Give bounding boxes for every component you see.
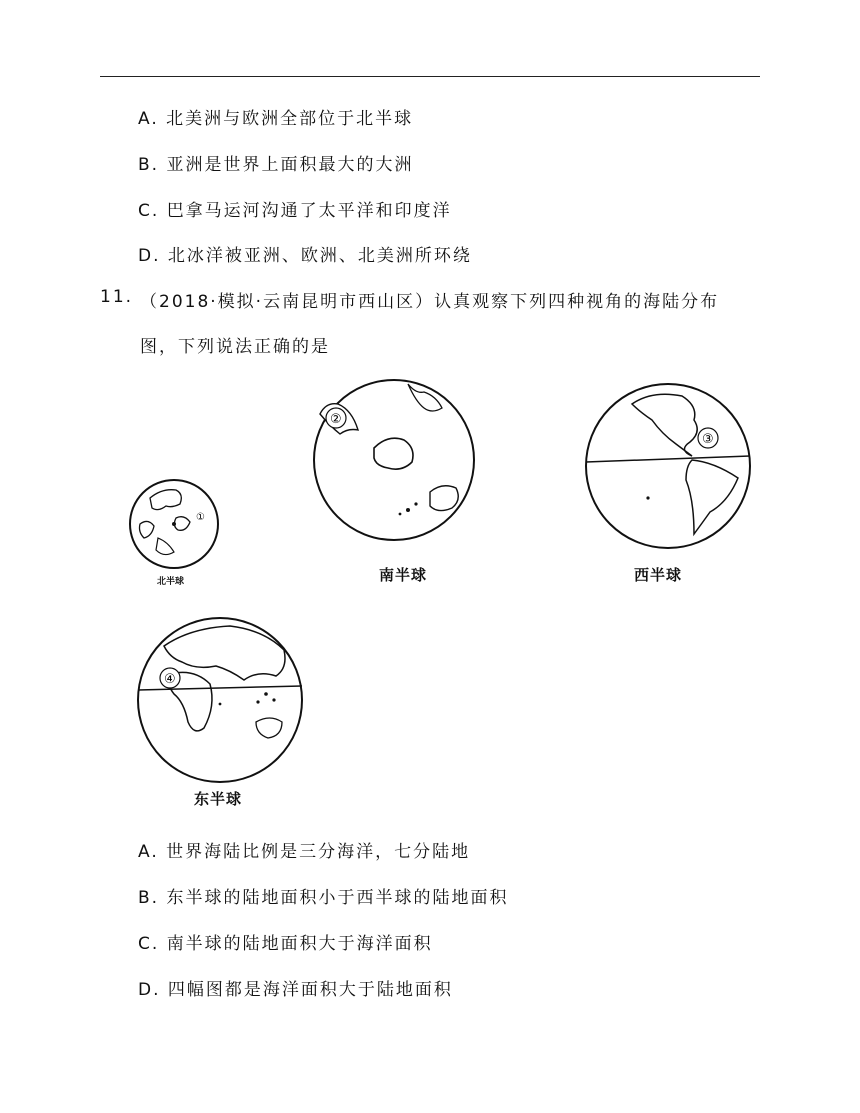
prev-option-c: C. 巴拿马运河沟通了太平洋和印度洋: [138, 201, 452, 221]
question-number: 11.: [100, 287, 134, 307]
question-stem-line2: 图，下列说法正确的是: [140, 337, 330, 357]
marker-3: ③: [702, 432, 714, 447]
prev-option-b: B. 亚洲是世界上面积最大的大洲: [138, 155, 414, 175]
option-c: C. 南半球的陆地面积大于海洋面积: [138, 934, 433, 954]
header-rule: [100, 76, 760, 77]
prev-option-a: A. 北美洲与欧洲全部位于北半球: [138, 109, 414, 129]
caption-eastern: 东半球: [194, 790, 243, 808]
question-stem-line1: （2018·模拟·云南昆明市西山区）认真观察下列四种视角的海陆分布: [140, 292, 720, 312]
caption-northern: 北半球: [157, 577, 185, 587]
eastern-hemisphere-map: [134, 610, 306, 788]
caption-western: 西半球: [634, 566, 683, 584]
option-a: A. 世界海陆比例是三分海洋，七分陆地: [138, 842, 471, 862]
prev-option-d: D. 北冰洋被亚洲、欧洲、北美洲所环绕: [138, 246, 472, 266]
option-d: D. 四幅图都是海洋面积大于陆地面积: [138, 980, 453, 1000]
western-hemisphere-map: [582, 380, 754, 552]
marker-1: ①: [196, 512, 205, 523]
caption-southern: 南半球: [379, 566, 428, 584]
marker-2: ②: [330, 412, 342, 427]
marker-4: ④: [164, 672, 176, 687]
option-b: B. 东半球的陆地面积小于西半球的陆地面积: [138, 888, 509, 908]
northern-hemisphere-map: [128, 478, 220, 570]
southern-hemisphere-map: [312, 374, 476, 546]
